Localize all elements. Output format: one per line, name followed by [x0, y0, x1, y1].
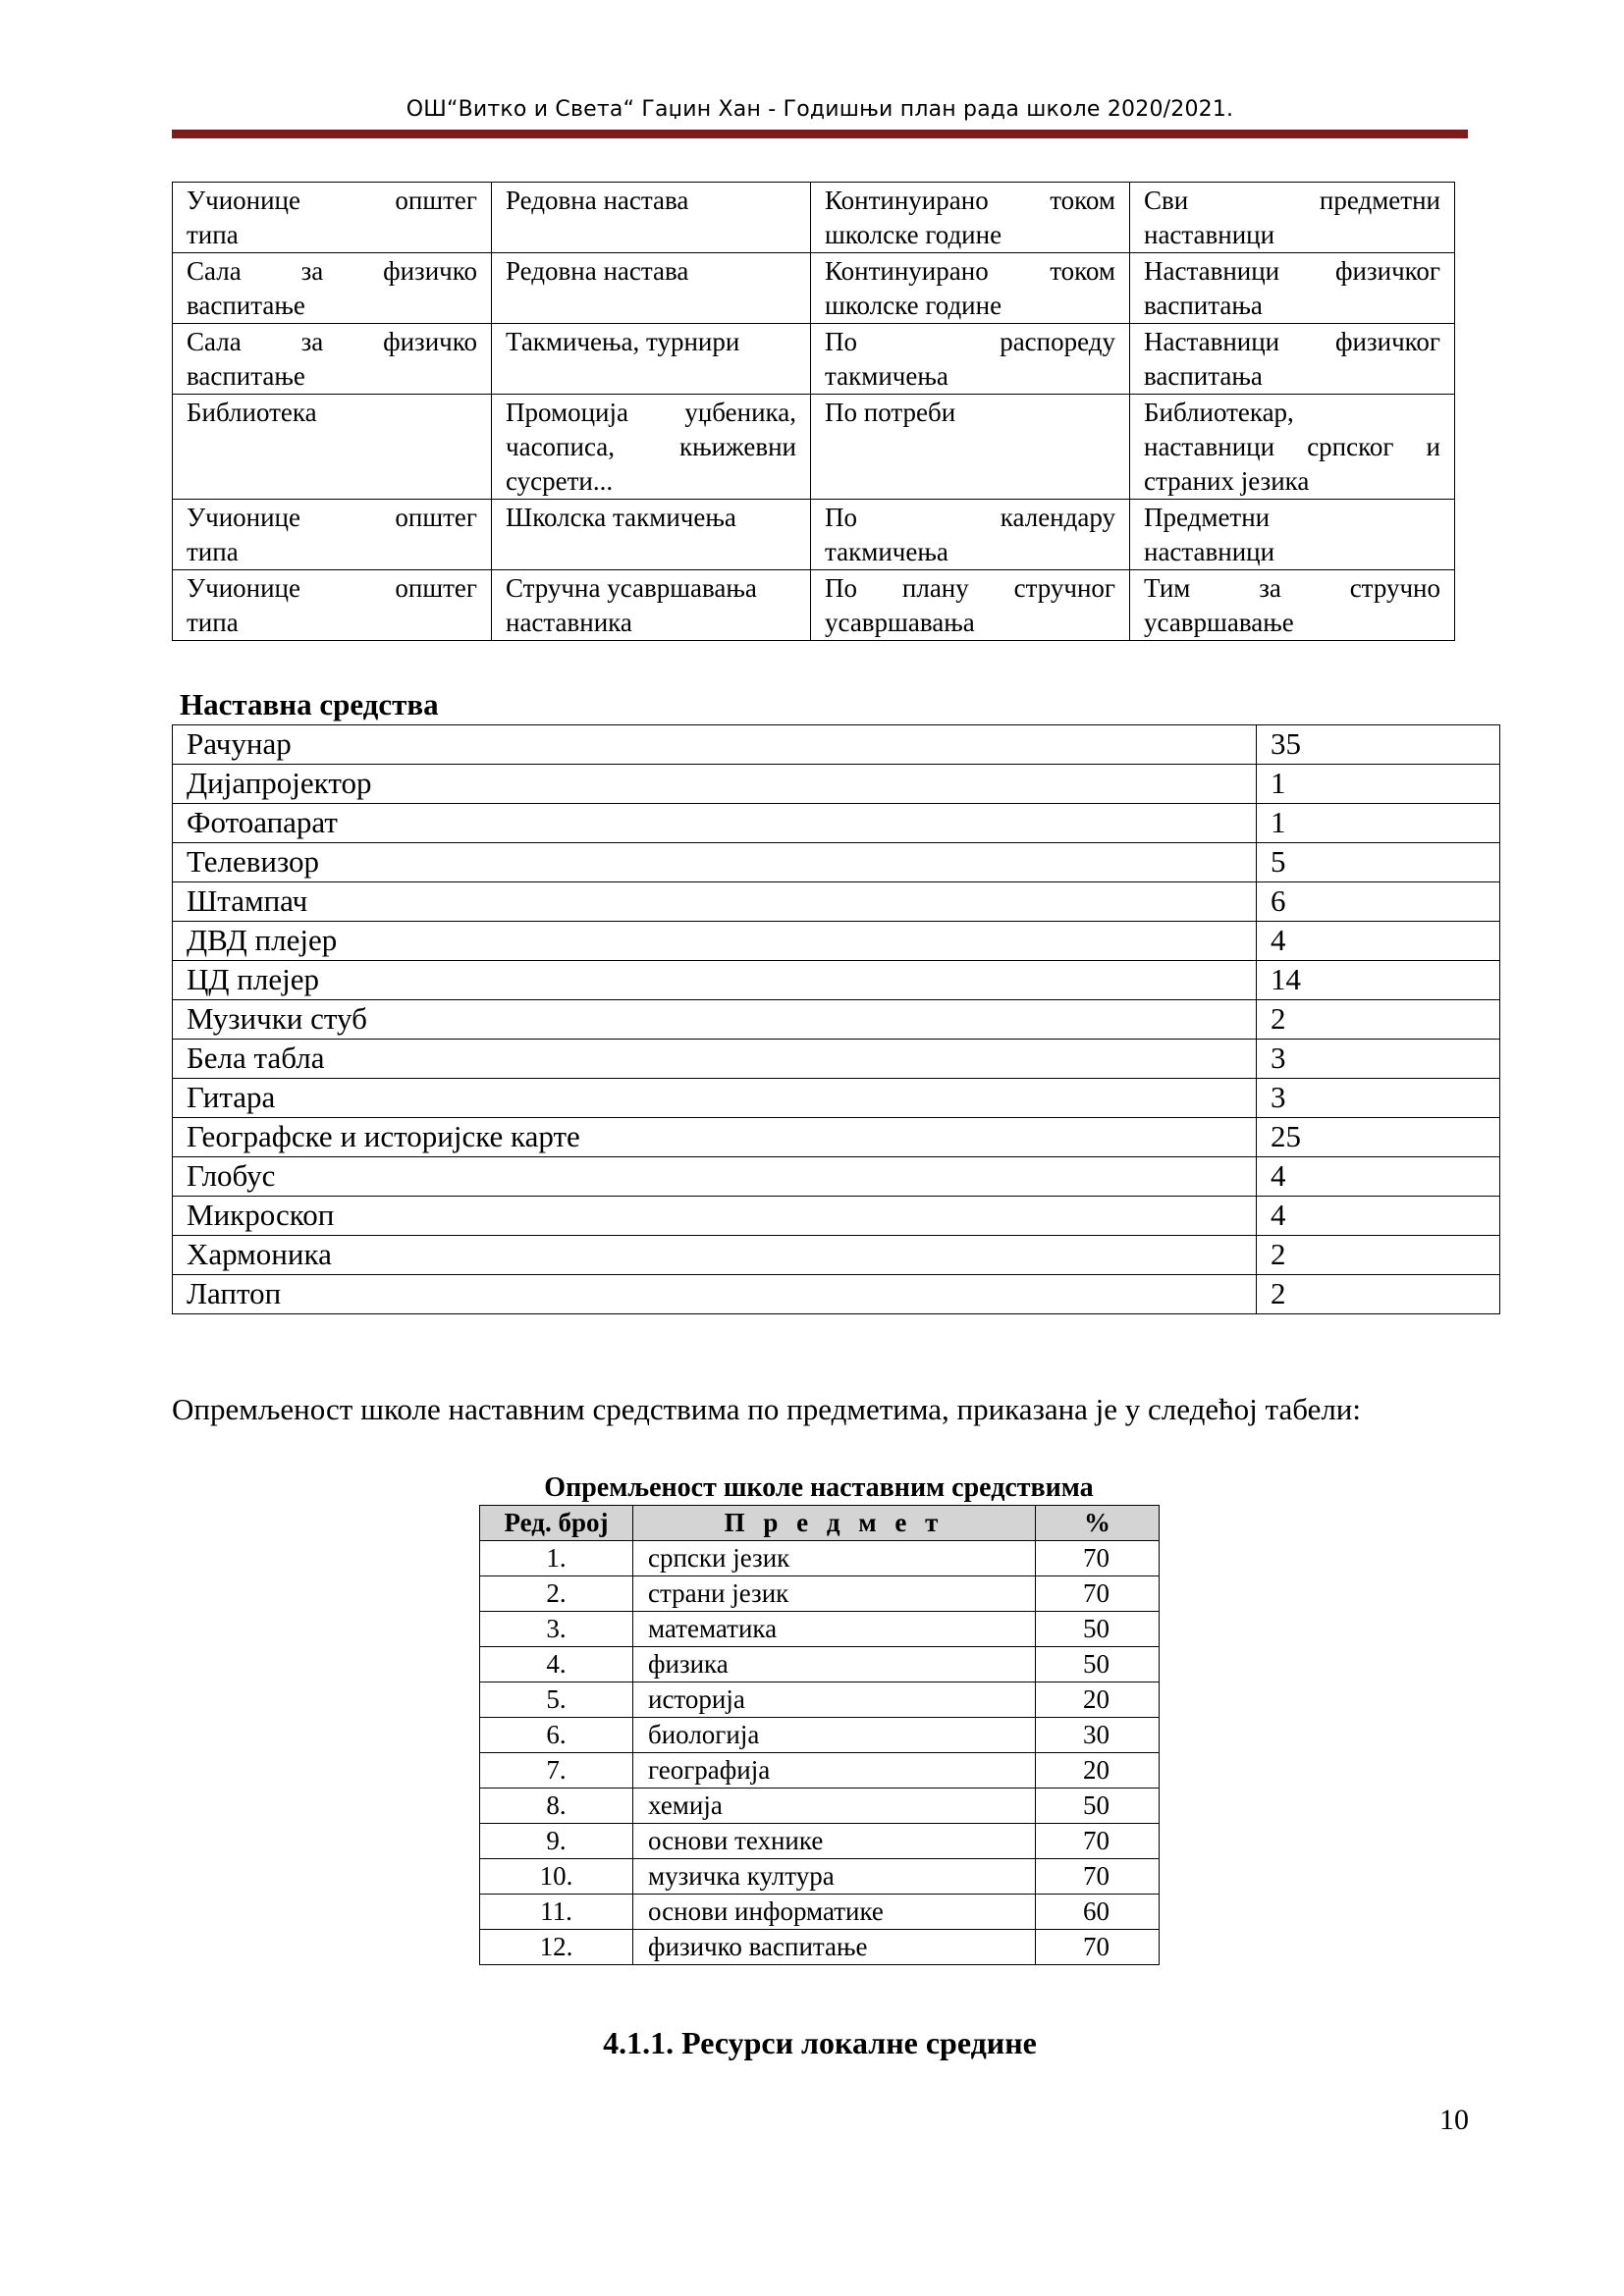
- cell-line: Редовна настава: [506, 256, 689, 286]
- facility-cell: [173, 253, 492, 324]
- teaching-aid-row: [173, 1275, 1500, 1314]
- word: и: [1426, 432, 1440, 461]
- aid-name: Музички стуб: [173, 1000, 1257, 1040]
- justified-line: [1144, 254, 1440, 289]
- facilities-row: [173, 183, 1455, 253]
- activity-cell: [492, 570, 811, 641]
- time-cell: [811, 183, 1130, 253]
- word: уџбеника,: [684, 398, 796, 427]
- activity-cell: [492, 324, 811, 395]
- facilities-row: [173, 570, 1455, 641]
- subject-row: [480, 1541, 1160, 1576]
- responsible-cell: [1130, 253, 1455, 324]
- word: календару: [1000, 503, 1115, 532]
- aid-count: 4: [1257, 1197, 1500, 1236]
- time-cell: [811, 395, 1130, 500]
- word: Учионице: [187, 186, 300, 215]
- cell-line: Школска такмичења: [506, 503, 736, 532]
- time-cell: [811, 500, 1130, 570]
- section-heading: 4.1.1. Ресурси локалне средине: [603, 2025, 1037, 2060]
- aid-name: Рачунар: [173, 725, 1257, 765]
- aid-name: Штампач: [173, 882, 1257, 922]
- word: српског: [1307, 432, 1394, 461]
- cell-line: васпитање: [187, 291, 305, 320]
- time-cell: [811, 570, 1130, 641]
- justified-line: [506, 430, 796, 464]
- word: предметни: [1319, 186, 1440, 215]
- subject-name: основи технике: [633, 1824, 1036, 1859]
- subject-name: основи информатике: [633, 1895, 1036, 1930]
- aid-name: Лаптоп: [173, 1275, 1257, 1314]
- subject-name: музичка култура: [633, 1859, 1036, 1895]
- cell-line: Редовна настава: [506, 186, 689, 215]
- aid-name: Географске и историјске карте: [173, 1118, 1257, 1157]
- aid-count: 4: [1257, 922, 1500, 961]
- word: током: [1050, 186, 1115, 215]
- justified-line: [825, 501, 1115, 535]
- aid-count: 3: [1257, 1040, 1500, 1079]
- aid-count: 1: [1257, 804, 1500, 843]
- facilities-row: [173, 253, 1455, 324]
- aid-name: ЦД плејер: [173, 961, 1257, 1000]
- cell-line: типа: [187, 537, 239, 566]
- subject-number: 11.: [480, 1895, 633, 1930]
- subjects-table: [479, 1505, 1160, 1965]
- aid-count: 35: [1257, 725, 1500, 765]
- cell-line: По потреби: [825, 398, 956, 427]
- teaching-aid-row: [173, 922, 1500, 961]
- justified-line: [187, 501, 477, 535]
- aid-name: Гитара: [173, 1079, 1257, 1118]
- subject-number: 1.: [480, 1541, 633, 1576]
- aid-count: 2: [1257, 1275, 1500, 1314]
- word: часописа,: [506, 432, 615, 461]
- aid-name: Глобус: [173, 1157, 1257, 1197]
- subject-number: 3.: [480, 1612, 633, 1647]
- word: књижевни: [678, 432, 796, 461]
- word: Континуирано: [825, 256, 989, 286]
- word: Тим: [1144, 573, 1191, 603]
- subject-percent: 60: [1036, 1895, 1160, 1930]
- subject-row: [480, 1753, 1160, 1789]
- teaching-aid-row: [173, 725, 1500, 765]
- subject-percent: 50: [1036, 1647, 1160, 1682]
- word: за: [1259, 573, 1281, 603]
- aid-count: 25: [1257, 1118, 1500, 1157]
- subjects-header-row: [480, 1506, 1160, 1541]
- teaching-aid-row: [173, 1079, 1500, 1118]
- subject-row: [480, 1859, 1160, 1895]
- teaching-aid-row: [173, 1157, 1500, 1197]
- teaching-aid-row: [173, 1197, 1500, 1236]
- cell-line: наставници: [1144, 537, 1275, 566]
- teaching-aid-row: [173, 1236, 1500, 1275]
- header-subject: П р е д м е т: [633, 1506, 1036, 1541]
- header-rule: [172, 130, 1468, 138]
- intro-paragraph: Опремљеност школе наставним средствима по предметима, приказана је у следећој табели:: [172, 1392, 1361, 1426]
- cell-line: усавршавања: [825, 608, 975, 637]
- aid-name: Микроскоп: [173, 1197, 1257, 1236]
- subject-number: 4.: [480, 1647, 633, 1682]
- subject-percent: 70: [1036, 1541, 1160, 1576]
- cell-line: наставника: [506, 608, 632, 637]
- word: Сала: [187, 327, 242, 356]
- subject-number: 12.: [480, 1930, 633, 1965]
- subject-percent: 20: [1036, 1753, 1160, 1789]
- cell-line: типа: [187, 608, 239, 637]
- aid-count: 4: [1257, 1157, 1500, 1197]
- subject-name: историја: [633, 1682, 1036, 1718]
- responsible-cell: [1130, 324, 1455, 395]
- subject-name: физичко васпитање: [633, 1930, 1036, 1965]
- cell-line: такмичења: [825, 361, 948, 391]
- cell-line: Библиотека: [187, 398, 317, 427]
- header-number: Ред. број: [480, 1506, 633, 1541]
- subject-percent: 70: [1036, 1859, 1160, 1895]
- cell-line: типа: [187, 220, 239, 249]
- subject-row: [480, 1576, 1160, 1612]
- word: Сви: [1144, 186, 1189, 215]
- aid-count: 2: [1257, 1236, 1500, 1275]
- responsible-cell: [1130, 570, 1455, 641]
- cell-line: Библиотекар,: [1144, 398, 1294, 427]
- subject-number: 9.: [480, 1824, 633, 1859]
- cell-line: школске године: [825, 291, 1002, 320]
- word: По: [825, 503, 857, 532]
- word: општег: [395, 503, 477, 532]
- justified-line: [825, 254, 1115, 289]
- subject-percent: 50: [1036, 1789, 1160, 1824]
- subject-number: 8.: [480, 1789, 633, 1824]
- word: наставници: [1144, 432, 1275, 461]
- word: распореду: [1000, 327, 1115, 356]
- subject-name: српски језик: [633, 1541, 1036, 1576]
- justified-line: [1144, 430, 1440, 464]
- responsible-cell: [1130, 500, 1455, 570]
- subject-percent: 70: [1036, 1930, 1160, 1965]
- facilities-table: [172, 182, 1455, 641]
- word: током: [1050, 256, 1115, 286]
- subject-percent: 20: [1036, 1682, 1160, 1718]
- activity-cell: [492, 395, 811, 500]
- subject-name: географија: [633, 1753, 1036, 1789]
- activity-cell: [492, 253, 811, 324]
- teaching-aid-row: [173, 843, 1500, 882]
- aid-name: Бела табла: [173, 1040, 1257, 1079]
- word: стручно: [1349, 573, 1440, 603]
- header-percent: %: [1036, 1506, 1160, 1541]
- word: физичког: [1335, 327, 1440, 356]
- cell-line: школске године: [825, 220, 1002, 249]
- teaching-aid-row: [173, 765, 1500, 804]
- cell-line: усавршавање: [1144, 608, 1294, 637]
- word: Промоција: [506, 398, 628, 427]
- cell-line: васпитања: [1144, 361, 1263, 391]
- subjects-table-caption: Опремљеност школе наставним средствима: [544, 1472, 1094, 1503]
- aid-name: ДВД плејер: [173, 922, 1257, 961]
- word: По: [825, 573, 857, 603]
- word: плану: [901, 573, 969, 603]
- subject-name: биологија: [633, 1718, 1036, 1753]
- facility-cell: [173, 183, 492, 253]
- subject-row: [480, 1895, 1160, 1930]
- subject-row: [480, 1718, 1160, 1753]
- cell-line: сусрети...: [506, 466, 614, 496]
- word: физичког: [1335, 256, 1440, 286]
- word: за: [300, 256, 324, 286]
- subject-row: [480, 1930, 1160, 1965]
- facility-cell: [173, 324, 492, 395]
- teaching-aids-table: [172, 724, 1500, 1314]
- subject-number: 10.: [480, 1859, 633, 1895]
- word: општег: [395, 186, 477, 215]
- subject-name: страни језик: [633, 1576, 1036, 1612]
- justified-line: [825, 325, 1115, 359]
- word: стручног: [1013, 573, 1115, 603]
- responsible-cell: [1130, 183, 1455, 253]
- subject-percent: 70: [1036, 1576, 1160, 1612]
- cell-line: васпитање: [187, 361, 305, 391]
- aid-name: Фотоапарат: [173, 804, 1257, 843]
- word: Сала: [187, 256, 242, 286]
- cell-line: страних језика: [1144, 466, 1310, 496]
- word: Учионице: [187, 503, 300, 532]
- aid-name: Телевизор: [173, 843, 1257, 882]
- justified-line: [1144, 184, 1440, 218]
- justified-line: [187, 571, 477, 606]
- subject-percent: 70: [1036, 1824, 1160, 1859]
- facility-cell: [173, 395, 492, 500]
- aid-count: 1: [1257, 765, 1500, 804]
- subject-row: [480, 1789, 1160, 1824]
- facility-cell: [173, 500, 492, 570]
- page-header: ОШ“Витко и Света“ Гаџин Хан - Годишњи план рада школе 2020/2021.: [406, 97, 1234, 122]
- subject-name: хемија: [633, 1789, 1036, 1824]
- facilities-row: [173, 500, 1455, 570]
- word: Наставници: [1144, 327, 1280, 356]
- aid-count: 6: [1257, 882, 1500, 922]
- aid-count: 3: [1257, 1079, 1500, 1118]
- cell-line: такмичења: [825, 537, 948, 566]
- word: физичко: [383, 256, 477, 286]
- teaching-aid-row: [173, 1118, 1500, 1157]
- word: Учионице: [187, 573, 300, 603]
- word: физичко: [383, 327, 477, 356]
- teaching-aid-row: [173, 1040, 1500, 1079]
- activity-cell: [492, 500, 811, 570]
- aid-count: 5: [1257, 843, 1500, 882]
- cell-line: Стручна усавршавања: [506, 573, 757, 603]
- subject-number: 2.: [480, 1576, 633, 1612]
- justified-line: [187, 184, 477, 218]
- justified-line: [825, 571, 1115, 606]
- word: општег: [395, 573, 477, 603]
- aid-name: Хармоника: [173, 1236, 1257, 1275]
- justified-line: [1144, 325, 1440, 359]
- subject-row: [480, 1824, 1160, 1859]
- aid-name: Дијапројектор: [173, 765, 1257, 804]
- word: Наставници: [1144, 256, 1280, 286]
- cell-line: наставници: [1144, 220, 1275, 249]
- facilities-row: [173, 324, 1455, 395]
- justified-line: [506, 396, 796, 430]
- teaching-aid-row: [173, 804, 1500, 843]
- facility-cell: [173, 570, 492, 641]
- justified-line: [187, 325, 477, 359]
- subject-percent: 30: [1036, 1718, 1160, 1753]
- cell-line: Такмичења, турнири: [506, 327, 740, 356]
- teaching-aids-title: Наставна средства: [180, 687, 439, 721]
- subject-number: 7.: [480, 1753, 633, 1789]
- subject-name: физика: [633, 1647, 1036, 1682]
- justified-line: [1144, 571, 1440, 606]
- subject-number: 6.: [480, 1718, 633, 1753]
- facilities-row: [173, 395, 1455, 500]
- subject-number: 5.: [480, 1682, 633, 1718]
- subject-percent: 50: [1036, 1612, 1160, 1647]
- aid-count: 14: [1257, 961, 1500, 1000]
- activity-cell: [492, 183, 811, 253]
- word: за: [300, 327, 324, 356]
- justified-line: [825, 184, 1115, 218]
- aid-count: 2: [1257, 1000, 1500, 1040]
- page-number: 10: [1439, 2104, 1469, 2136]
- teaching-aid-row: [173, 961, 1500, 1000]
- teaching-aid-row: [173, 1000, 1500, 1040]
- time-cell: [811, 253, 1130, 324]
- subject-row: [480, 1647, 1160, 1682]
- word: Континуирано: [825, 186, 989, 215]
- cell-line: васпитања: [1144, 291, 1263, 320]
- justified-line: [187, 254, 477, 289]
- word: По: [825, 327, 857, 356]
- teaching-aid-row: [173, 882, 1500, 922]
- subject-row: [480, 1612, 1160, 1647]
- subject-name: математика: [633, 1612, 1036, 1647]
- time-cell: [811, 324, 1130, 395]
- cell-line: Предметни: [1144, 503, 1271, 532]
- subject-row: [480, 1682, 1160, 1718]
- responsible-cell: [1130, 395, 1455, 500]
